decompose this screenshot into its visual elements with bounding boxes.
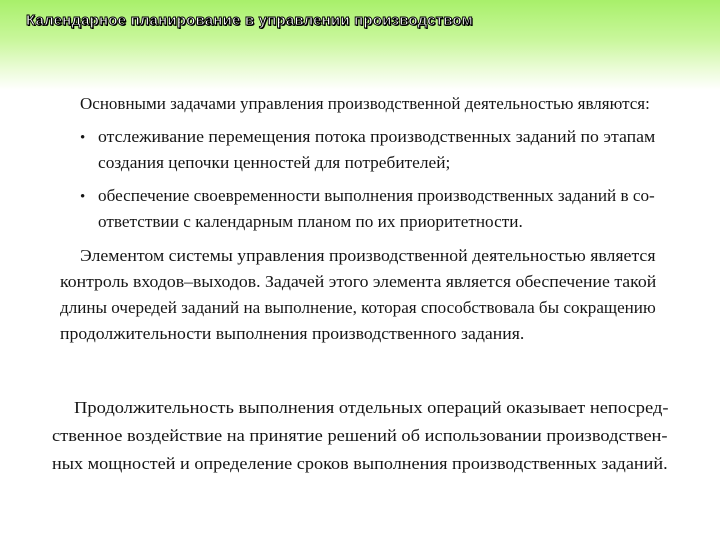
bullet-2-line-2: ответствии с календарным планом по их приоритетности. bbox=[98, 212, 523, 231]
bullet-marker: • bbox=[80, 130, 86, 146]
bullet-marker: • bbox=[80, 189, 86, 205]
bullet-2-line-1: обеспечение своевременности выполнения производственных заданий в со- bbox=[98, 186, 655, 205]
bullet-1-line-1: отслеживание перемещения потока производственных заданий по этапам bbox=[98, 127, 656, 146]
slide-title: Календарное планирование в управлении производством bbox=[26, 12, 473, 29]
block3-line-1: Продолжительность выполнения отдельных операций оказывает непосред- bbox=[74, 398, 669, 417]
block2-line-4: продолжительности выполнения производственного задания. bbox=[60, 324, 525, 343]
block2-line-1: Элементом системы управления производственной деятельностью является bbox=[80, 246, 656, 265]
block3-line-2: ственное воздействие на принятие решений об использовании производствен- bbox=[52, 426, 668, 445]
block2-line-2: контроль входов–выходов. Задачей этого элемента является обеспечение такой bbox=[60, 272, 657, 291]
bullet-1-line-2: создания цепочки ценностей для потребителей; bbox=[98, 153, 451, 172]
block3-line-3: ных мощностей и определение сроков выполнения производственных заданий. bbox=[52, 454, 668, 473]
block1-intro bbox=[80, 94, 655, 114]
block2-line-3: длины очередей заданий на выполнение, которая способствовала бы сокращению bbox=[60, 298, 656, 317]
block1-intro-text: Основными задачами управления производственной деятельностью являются: bbox=[80, 94, 650, 113]
